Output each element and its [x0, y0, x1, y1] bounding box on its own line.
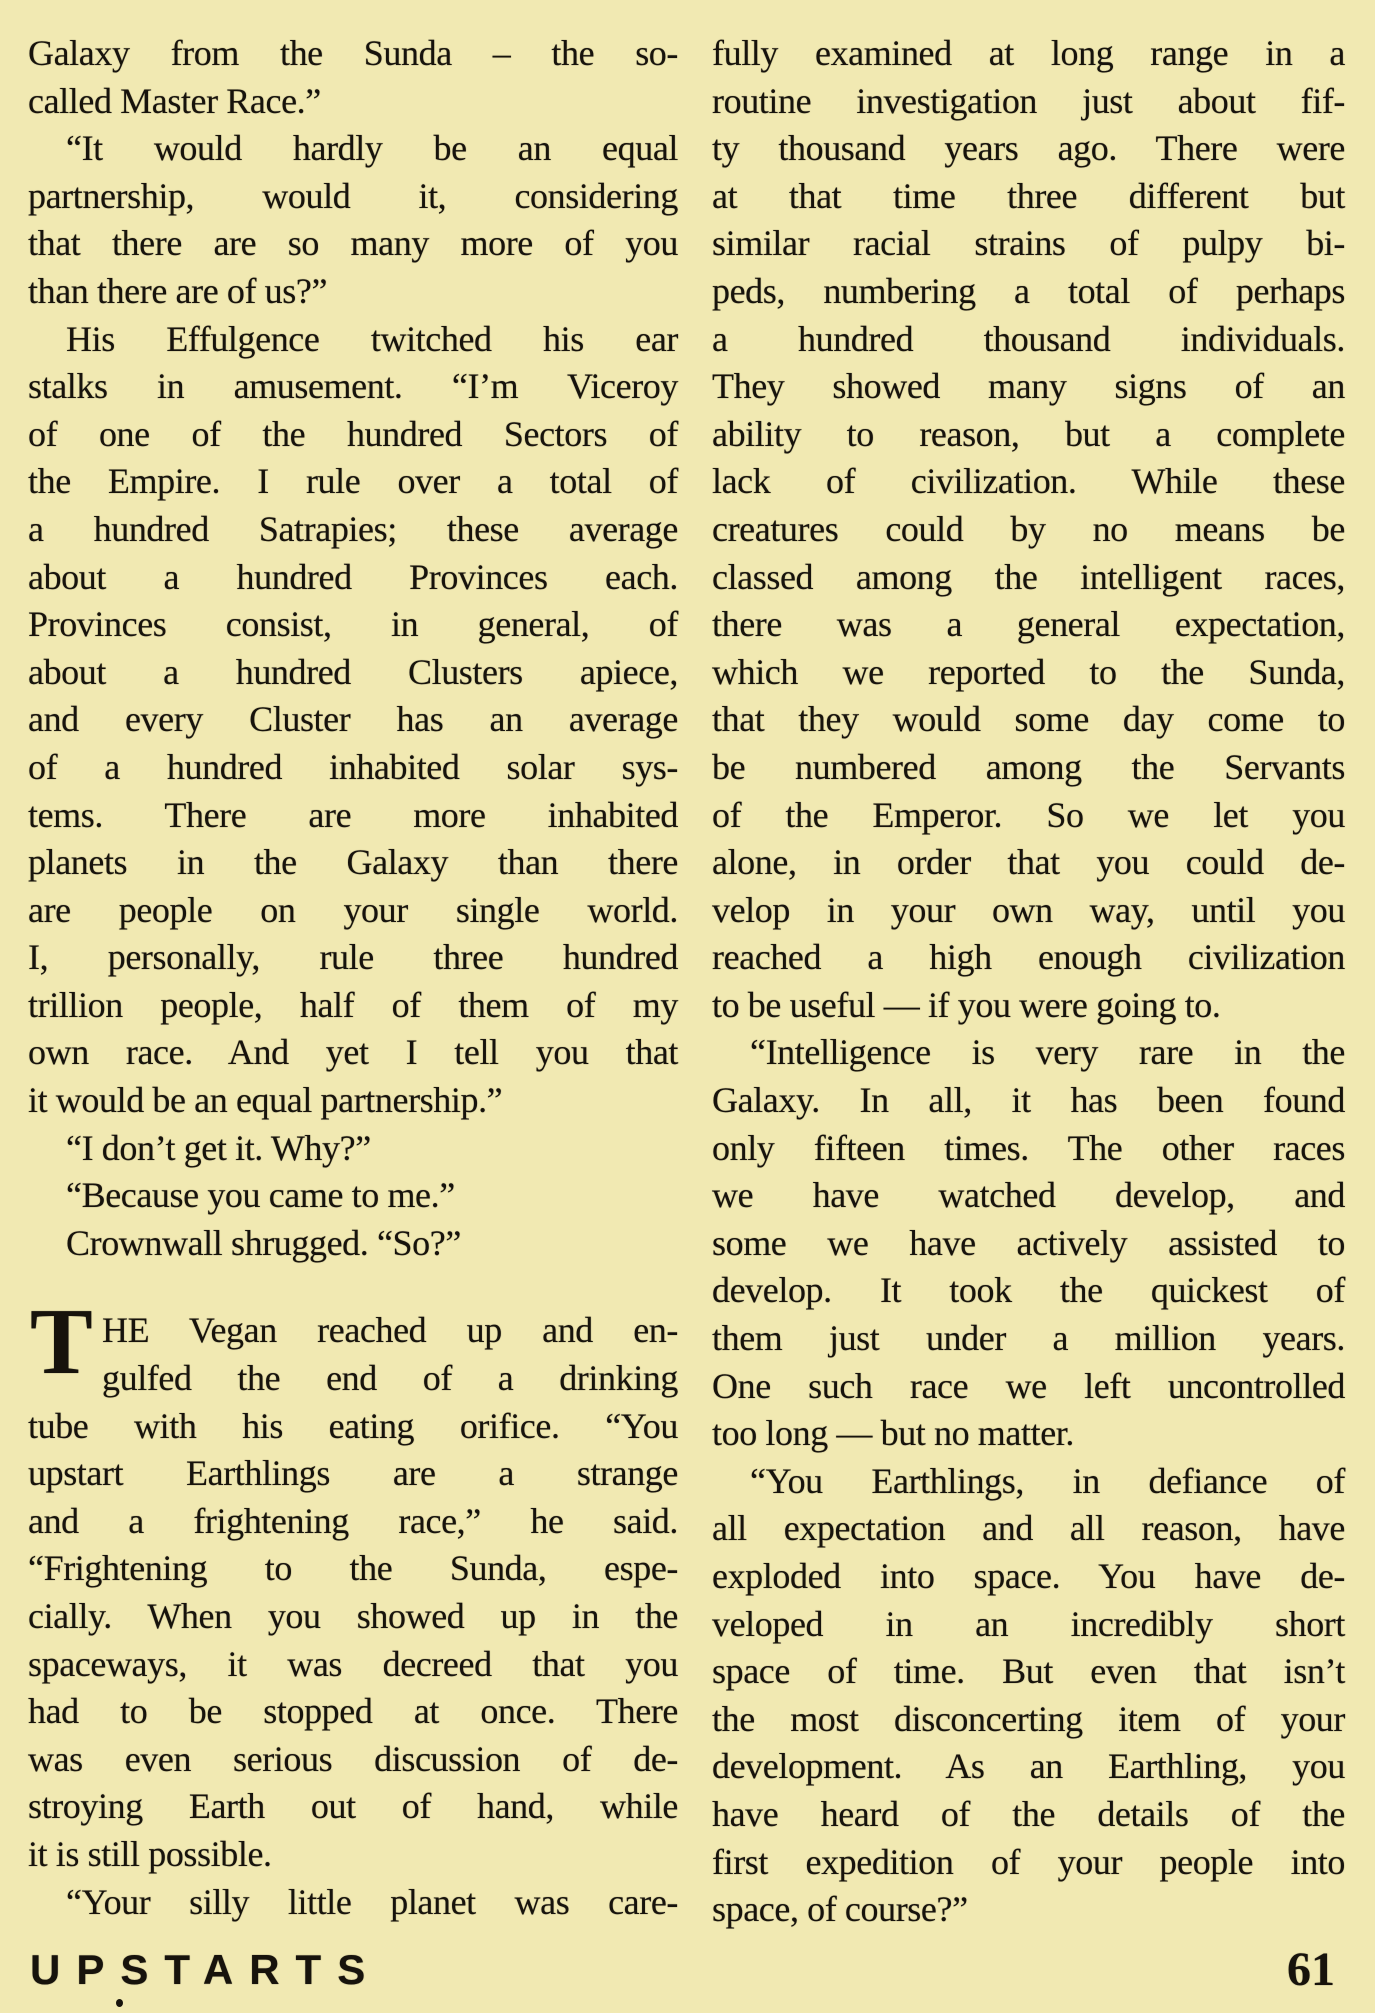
- text-line: creatures could by no means be: [712, 508, 1345, 549]
- text-line: Galaxy. In all, it has been found: [712, 1080, 1345, 1121]
- text-line: cially. When you showed up in the: [28, 1596, 678, 1636]
- text-line: trillion people, half of them of my: [28, 984, 678, 1025]
- text-line: classed among the intelligent races,: [712, 556, 1345, 597]
- text-line: at that time three different but: [712, 175, 1345, 216]
- text-line: and every Cluster has an average: [28, 699, 678, 740]
- text-line: ty thousand years ago. There were: [712, 128, 1345, 169]
- text-line: which we reported to the Sunda,: [712, 651, 1345, 692]
- text-line: of the Emperor. So we let you: [712, 794, 1345, 835]
- text-line: and a frightening race,” he said.: [28, 1500, 678, 1541]
- text-line: that there are so many more of you: [28, 223, 678, 264]
- text-line: velop in your own way, until you: [712, 889, 1345, 930]
- text-line: development. As an Earthling, you: [712, 1746, 1345, 1787]
- text-line: there was a general expectation,: [712, 604, 1345, 645]
- column-left: [28, 30, 678, 1926]
- text-line: “I don’t get it. Why?”: [66, 1127, 371, 1168]
- text-line: exploded into space. You have de-: [712, 1556, 1345, 1596]
- text-line: of a hundred inhabited solar sys-: [28, 746, 678, 787]
- text-line: “Intelligence is very rare in the: [750, 1032, 1345, 1073]
- text-line: I, personally, rule three hundred: [28, 937, 678, 978]
- text-line: veloped in an incredibly short: [712, 1603, 1345, 1644]
- ink-dot-artifact: [116, 1999, 123, 2007]
- text-line: tube with his eating orifice. “You: [28, 1405, 678, 1446]
- text-line: be numbered among the Servants: [712, 746, 1345, 787]
- text-line: develop. It took the quickest of: [712, 1270, 1345, 1311]
- text-line-content: HE Vegan reached up and en-: [102, 1310, 678, 1351]
- page-number: 61: [1287, 1943, 1335, 1996]
- text-line: that they would some day come to: [712, 699, 1345, 740]
- text-line: own race. And yet I tell you that: [28, 1032, 678, 1073]
- text-line: lack of civilization. While these: [712, 461, 1345, 502]
- text-line: too long — but no matter.: [712, 1413, 1074, 1454]
- text-line: them just under a million years.: [712, 1318, 1345, 1359]
- text-line: all expectation and all reason, have: [712, 1508, 1345, 1549]
- text-line: His Effulgence twitched his ear: [66, 318, 678, 359]
- text-line: stroying Earth out of hand, while: [28, 1786, 678, 1827]
- text-line: to be useful — if you were going to.: [712, 984, 1221, 1025]
- text-line: routine investigation just about fif-: [712, 80, 1345, 121]
- text-line: a hundred thousand individuals.: [712, 318, 1345, 359]
- text-line: stalks in amusement. “I’m Viceroy: [28, 366, 678, 407]
- text-line: peds, numbering a total of perhaps: [712, 270, 1345, 311]
- text-line: are people on your single world.: [28, 889, 678, 930]
- text-line: Galaxy from the Sunda – the so-: [28, 33, 678, 73]
- text-line: partnership, would it, considering: [28, 175, 678, 216]
- text-line: Crownwall shrugged. “So?”: [66, 1222, 461, 1263]
- text-line: “Frightening to the Sunda, espe-: [28, 1548, 678, 1589]
- text-line: fully examined at long range in a: [712, 33, 1345, 73]
- text-line: the most disconcerting item of your: [712, 1698, 1345, 1739]
- text-line: a hundred Satrapies; these average: [28, 508, 678, 549]
- text-line: called Master Race.”: [28, 80, 321, 121]
- text-line: “Your silly little planet was care-: [66, 1881, 678, 1922]
- text-line: spaceways, it was decreed that you: [28, 1643, 678, 1684]
- text-line: space of time. But even that isn’t: [712, 1651, 1345, 1692]
- running-title: UPSTARTS: [30, 1946, 382, 1993]
- text-line: it is still possible.: [28, 1833, 272, 1874]
- text-line: only fifteen times. The other races: [712, 1127, 1345, 1168]
- text-line: than there are of us?”: [28, 270, 328, 311]
- text-line: of one of the hundred Sectors of: [28, 413, 678, 454]
- text-line: Provinces consist, in general, of: [28, 604, 678, 645]
- text-line: first expedition of your people into: [712, 1841, 1345, 1882]
- text-line: have heard of the details of the: [712, 1793, 1345, 1834]
- text-line: alone, in order that you could de-: [712, 842, 1345, 883]
- text-line: similar racial strains of pulpy bi-: [712, 223, 1345, 264]
- column-right: [712, 30, 1345, 1934]
- drop-cap: T: [30, 1290, 93, 1395]
- text-line: was even serious discussion of de-: [28, 1738, 678, 1779]
- text-line: planets in the Galaxy than there: [28, 842, 678, 883]
- text-line: They showed many signs of an: [712, 366, 1345, 407]
- text-line: One such race we left uncontrolled: [712, 1365, 1345, 1406]
- text-line: had to be stopped at once. There: [28, 1691, 678, 1732]
- text-line: “It would hardly be an equal: [66, 128, 678, 169]
- text-line: “You Earthlings, in defiance of: [750, 1460, 1345, 1501]
- text-line: reached a high enough civilization: [712, 937, 1345, 978]
- text-line: about a hundred Provinces each.: [28, 556, 678, 597]
- text-line: gulfed the end of a drinking: [102, 1358, 678, 1399]
- text-line: ability to reason, but a complete: [712, 413, 1345, 454]
- text-line: “Because you came to me.”: [66, 1175, 455, 1216]
- text-line: some we have actively assisted to: [712, 1222, 1345, 1263]
- text-line: about a hundred Clusters apiece,: [28, 651, 678, 692]
- text-line: we have watched develop, and: [712, 1175, 1345, 1216]
- text-line: the Empire. I rule over a total of: [28, 461, 678, 502]
- text-line: it would be an equal partnership.”: [28, 1080, 503, 1121]
- text-line: upstart Earthlings are a strange: [28, 1453, 678, 1494]
- text-line: tems. There are more inhabited: [28, 794, 678, 835]
- text-line: space, of course?”: [712, 1889, 968, 1930]
